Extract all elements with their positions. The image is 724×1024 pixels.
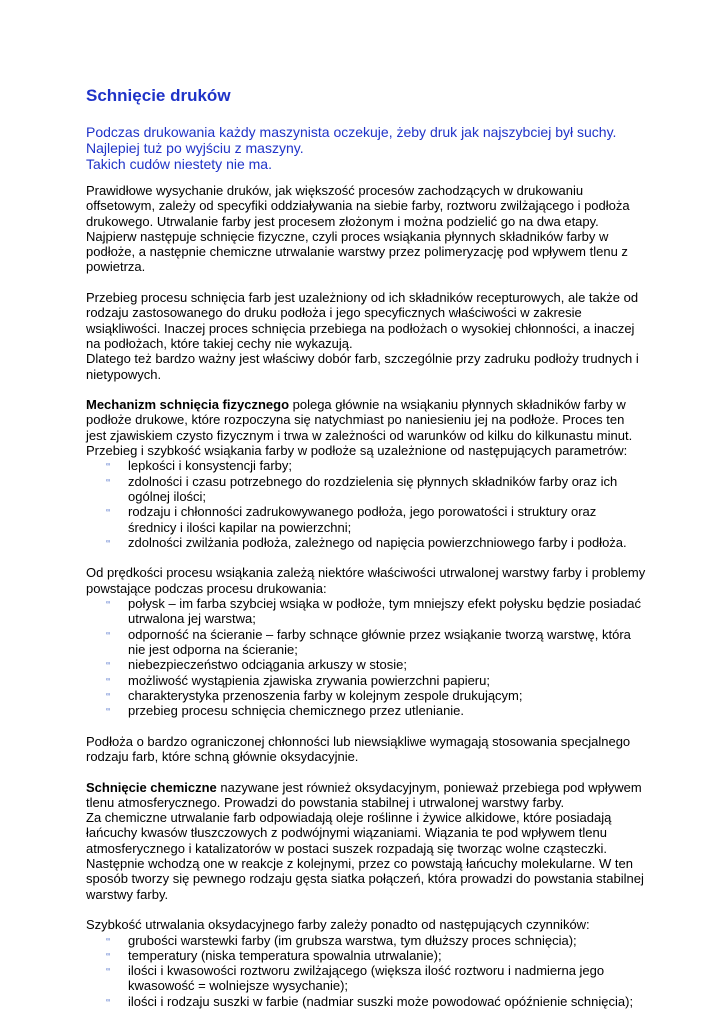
list-item: ∞ rodzaju i chłonności zadrukowywanego podłoża, jego porowatości i struktury oraz średnicy i ilości kapilar na powierzchni; xyxy=(106,504,597,535)
physical-drying-text: polega głównie na wsiąkaniu płynnych składników farby w podłoże drukowe, które rozpoczyna się natychmiast po naniesieniu jej na podłoże. Proces ten jest zjawiskiem czysto fizycznym i trwa w zależności od warunków od kilku do kilkunastu minut. xyxy=(86,397,633,443)
bullet-icon: ∞ xyxy=(106,600,111,607)
paragraph-physical-drying xyxy=(86,397,646,443)
paragraph-intro: Prawidłowe wysychanie druków, jak większość procesów zachodzących w drukowaniu offsetowym, zależy od specyfiki oddziaływania na siebie farby, roztworu zwilżającego i podłoża drukowego. Utrwalanie farby jest procesem złożonym i można podzielić go na dwa etapy. Najpierw następuje schnięcie fizyczne, czyli proces wsiąkania płynnych składników farby w podłoże, a następnie chemiczne utrwalanie warstwy przez polimeryzację pod wpływem tlenu z powietrza. xyxy=(86,183,630,275)
list-item: ∞ przebieg procesu schnięcia chemicznego przez utlenianie. xyxy=(106,703,465,719)
paragraph-oxidation-factors: Szybkość utrwalania oksydacyjnego farby zależy ponadto od następujących czynników: xyxy=(86,917,590,933)
bullet-icon: ∞ xyxy=(106,477,111,484)
physical-drying-term: Mechanizm schnięcia fizycznego xyxy=(86,397,290,413)
lead-line: Najlepiej tuż po wyjściu z maszyny. xyxy=(86,140,304,156)
list-item: ∞ możliwość wystąpienia zjawiska zrywania powierzchni papieru; xyxy=(106,672,490,688)
list-item: ∞ temperatury (niska temperatura spowalnia utrwalanie); xyxy=(106,947,442,963)
lead-line: Podczas drukowania każdy maszynista oczekuje, żeby druk jak najszybciej był suchy. xyxy=(86,124,617,140)
lead-line: Takich cudów niestety nie ma. xyxy=(86,156,272,172)
bullet-icon: ∞ xyxy=(106,951,111,958)
absorption-parameters-list xyxy=(86,458,646,550)
list-item: ∞ charakterystyka przenoszenia farby w kolejnym zespole drukującym; xyxy=(106,687,523,703)
paragraph-chemical-drying xyxy=(86,780,646,811)
paragraph-absorption-params: Przebieg i szybkość wsiąkania farby w podłoże są uzależnione od następujących parametrów: xyxy=(86,443,628,459)
page-title: Schnięcie druków xyxy=(86,86,231,105)
bullet-icon: ∞ xyxy=(106,462,111,469)
list-item: ∞ ilości i rodzaju suszki w farbie (nadmiar suszki może powodować opóźnienie schnięcia); xyxy=(106,993,634,1009)
list-item: ∞ zdolności zwilżania podłoża, zależnego od napięcia powierzchniowego farby i podłoża. xyxy=(106,534,627,550)
bullet-icon: ∞ xyxy=(106,538,111,545)
bullet-icon: ∞ xyxy=(106,630,111,637)
bullet-icon: ∞ xyxy=(106,707,111,714)
oxidation-factors-list xyxy=(86,933,646,1009)
list-item: ∞ lepkości i konsystencji farby; xyxy=(106,458,293,474)
chemical-drying-term: Schnięcie chemiczne xyxy=(86,779,217,795)
paragraph-absorption-effects: Od prędkości procesu wsiąkania zależą niektóre właściwości utrwalonej warstwy farby i problemy powstające podczas procesu drukowania: xyxy=(86,565,646,596)
bullet-icon: ∞ xyxy=(106,967,111,974)
bullet-icon: ∞ xyxy=(106,691,111,698)
absorption-effects-list xyxy=(86,596,646,718)
paragraph-low-absorption: Podłoża o bardzo ograniczonej chłonności lub niewsiąkliwe wymagają stosowania specjalnego rodzaju farb, które schną głównie oksydacyjnie. xyxy=(86,733,631,764)
list-item: ∞ niebezpieczeństwo odciągania arkuszy w stosie; xyxy=(106,657,407,673)
chemical-drying-text: nazywane jest również oksydacyjnym, ponieważ przebiega pod wpływem tlenu atmosferycznego. Prowadzi do powstania stabilnej i utrwalonej warstwy farby. xyxy=(86,779,642,810)
paragraph-process: Przebieg procesu schnięcia farb jest uzależniony od ich składników recepturowych, ale także od rodzaju zastosowanego do druku podłoża i jego specyficznych właściwości w zakresie wsiąkliwości. Inaczej proces schnięcia przebiega na podłożach o wysokiej chłonności, a inaczej na podłożach, które takiej cechy nie wykazują. xyxy=(86,290,639,351)
paragraph-oxidation-chemistry: Za chemiczne utrwalanie farb odpowiadają oleje roślinne i żywice alkidowe, które posiadają łańcuchy kwasów tłuszczowych z podwójnymi wiązaniami. Wiązania te pod wpływem tlenu atmosferycznego i katalizatorów w postaci suszek rozpadają się tworząc wolne cząsteczki. Następnie wchodzą one w reakcje z kolejnymi, przez co powstają łańcuchy molekularne. W ten sposób tworzy się pewnego rodzaju gęsta siatka połączeń, która prowadzi do powstania stabilnej warstwy farby. xyxy=(86,810,644,902)
paragraph-ink-choice: Dlatego też bardzo ważny jest właściwy dobór farb, szczególnie przy zadruku podłoży trudnych i nietypowych. xyxy=(86,351,639,382)
list-item: ∞ ilości i kwasowości roztworu zwilżającego (większa ilość roztworu i nadmierna jego kwasowość = wolniejsze wysychanie); xyxy=(106,963,605,994)
list-item: ∞ odporność na ścieranie – farby schnące głównie przez wsiąkanie tworzą warstwę, która nie jest odporna na ścieranie; xyxy=(106,626,631,657)
lead-paragraph xyxy=(86,124,646,172)
list-item: ∞ grubości warstewki farby (im grubsza warstwa, tym dłuższy proces schnięcia); xyxy=(106,932,577,948)
bullet-icon: ∞ xyxy=(106,936,111,943)
document-body xyxy=(86,183,646,1024)
list-item: ∞ połysk – im farba szybciej wsiąka w podłoże, tym mniejszy efekt połysku będzie posiadać utrwalona jej warstwa; xyxy=(106,596,642,627)
list-item: ∞ zdolności i czasu potrzebnego do rozdzielenia się płynnych składników farby oraz ich ogólnej ilości; xyxy=(106,473,618,504)
bullet-icon: ∞ xyxy=(106,661,111,668)
bullet-icon: ∞ xyxy=(106,676,111,683)
bullet-icon: ∞ xyxy=(106,997,111,1004)
bullet-icon: ∞ xyxy=(106,508,111,515)
